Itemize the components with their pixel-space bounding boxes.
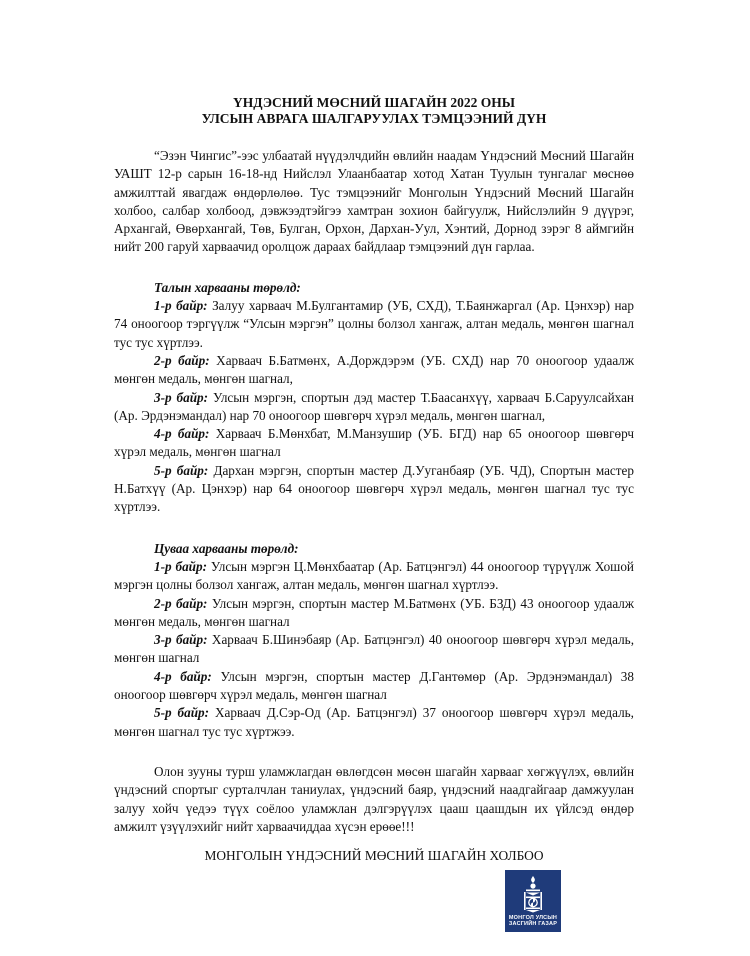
soyombo-emblem-icon <box>522 875 544 913</box>
result-entry <box>114 425 634 462</box>
result-entry <box>114 631 634 668</box>
entry-text: Улсын мэргэн Ц.Мөнхбаатар (Ар. Батцэнгэл) 44 оноогоор түрүүлж Хошой мэргэн цолны болзол хангаж, алтан медаль, мөнгөн шагнал хүртлээ. <box>114 558 634 593</box>
entry-text: Харваач Б.Батмөнх, А.Дорждэрэм (УБ. СХД) нар 70 оноогоор удаалж мөнгөн медаль, мөнгөн шагнал, <box>114 352 634 387</box>
place-label: 5-р байр: <box>154 462 209 478</box>
entry-text: Харваач Б.Шинэбаяр (Ар. Батцэнгэл) 40 оноогоор шөвгөрч хүрэл медаль, мөнгөн шагнал <box>114 632 634 666</box>
result-entry <box>114 389 634 426</box>
document-body <box>114 95 634 836</box>
place-label: 5-р байр: <box>154 705 210 721</box>
result-entry <box>114 704 634 741</box>
result-entry <box>114 462 634 517</box>
result-entry <box>114 668 634 705</box>
result-entry <box>114 595 634 632</box>
intro-paragraph: “Эзэн Чингис”-ээс улбаатай нүүдэлчдийн өвлийн наадам Үндэсний Мөсний Шагайн УАШТ 12-р сарын 16-18-нд Нийслэл Улаанбаатар хотод Хатан Туулын тунгалаг мөснөө амжилттай явагдаж өндөрлөлөө. Тус тэмцээнийг Монголын Үндэсний Мөсний Шагайн холбоо, салбар холбоод, дэвжээдтэйгээ хамтран зохион байгуулж, Нийслэлийн 9 дүүрэг, Архангай, Өвөрхангай, Төв, Булган, Орхон, Дархан-Уул, Хэнтий, Дорнод зэрэг 8 аймгийн нийт 200 гаруй харваачид оролцож дараах байдлаар тэмцээний дүн гарлаа. <box>114 148 634 255</box>
section-tsuvaa <box>114 540 634 741</box>
closing-paragraph: Олон зууны турш уламжлагдан өвлөгдсөн мөсөн шагайн харвааг хөгжүүлэх, өвлийн үндэсний спортыг сурталчлан таниулах, үндэсний баяр, үндэсний наадгайгаар дамжуулан залуу хойч үедээ түүх соёлоо уламжлан дэлгэрүүлэх цааш цаашдын их үйлсэд өндөр амжилт үзүүлэхийг нийт харваачиддаа хүсэн ерөөе!!! <box>114 763 634 834</box>
footer-organization: МОНГОЛЫН ҮНДЭСНИЙ МӨСНИЙ ШАГАЙН ХОЛБОО <box>204 848 544 863</box>
section-heading: Цуваа харвааны төрөлд: <box>154 540 299 556</box>
place-label: 4-р байр: <box>154 668 212 684</box>
section-heading: Талын харвааны төрөлд: <box>154 279 301 295</box>
government-logo <box>505 870 561 932</box>
logo-text-line-1: МОНГОЛ УЛСЫН <box>508 915 558 921</box>
place-label: 4-р байр: <box>154 426 210 442</box>
place-label: 2-р байр: <box>154 595 208 611</box>
entry-text: Улсын мэргэн, спортын дэд мастер Т.Баасанхүү, харваач Б.Саруулсайхан (Ар. Эрдэнэмандал) нар 70 оноогоор шөвгөрч хүрэл медаль, мөнгөн шагнал, <box>114 389 634 423</box>
place-label: 1-р байр: <box>154 558 207 574</box>
logo-text-line-2: ЗАСГИЙН ГАЗАР <box>508 921 558 928</box>
entry-text: Улсын мэргэн, спортын мастер М.Батмөнх (УБ. БЗД) 43 оноогоор удаалж мөнгөн медаль, мөнгөн шагнал <box>114 595 634 629</box>
title-line-2: УЛСЫН АВРАГА ШАЛГАРУУЛАХ ТЭМЦЭЭНИЙ ДҮН <box>201 111 547 126</box>
result-entry <box>114 558 634 595</box>
entry-text: Залуу харваач М.Булгантамир (УБ, СХД), Т.Баянжаргал (Ар. Цэнхэр) нар 74 оноогоор тэргүүлж “Улсын мэргэн” цолны болзол хангаж, алтан медаль, мөнгөн шагнал тус тус хүртлээ. <box>114 298 634 350</box>
section-tal <box>114 279 634 517</box>
result-entry <box>114 297 634 352</box>
place-label: 1-р байр: <box>154 298 208 314</box>
title-line-1: ҮНДЭСНИЙ МӨСНИЙ ШАГАЙН 2022 ОНЫ <box>233 95 515 110</box>
place-label: 2-р байр: <box>154 352 210 368</box>
place-label: 3-р байр: <box>154 632 208 648</box>
entry-text: Харваач Д.Сэр-Од (Ар. Батцэнгэл) 37 оноогоор шөвгөрч хүрэл медаль, мөнгөн шагнал тус тус хүртжээ. <box>114 705 634 739</box>
entry-text: Улсын мэргэн, спортын мастер Д.Гантөмөр (Ар. Эрдэнэмандал) 38 оноогоор шөвгөрч хүрэл медаль, мөнгөн шагнал <box>114 668 634 703</box>
place-label: 3-р байр: <box>154 389 209 405</box>
result-entry <box>114 352 634 389</box>
entry-text: Дархан мэргэн, спортын мастер Д.Ууганбаяр (УБ. ЧД), Спортын мастер Н.Батхүү (Ар. Цэнхэр) нар 64 оноогоор шөвгөрч хүрэл медаль, мөнгөн шагнал тус тус хүртлээ. <box>114 462 634 515</box>
entry-text: Харваач Б.Мөнхбат, М.Манзушир (УБ. БГД) нар 65 оноогоор шөвгөрч хүрэл медаль, мөнгөн шагнал <box>114 426 634 460</box>
